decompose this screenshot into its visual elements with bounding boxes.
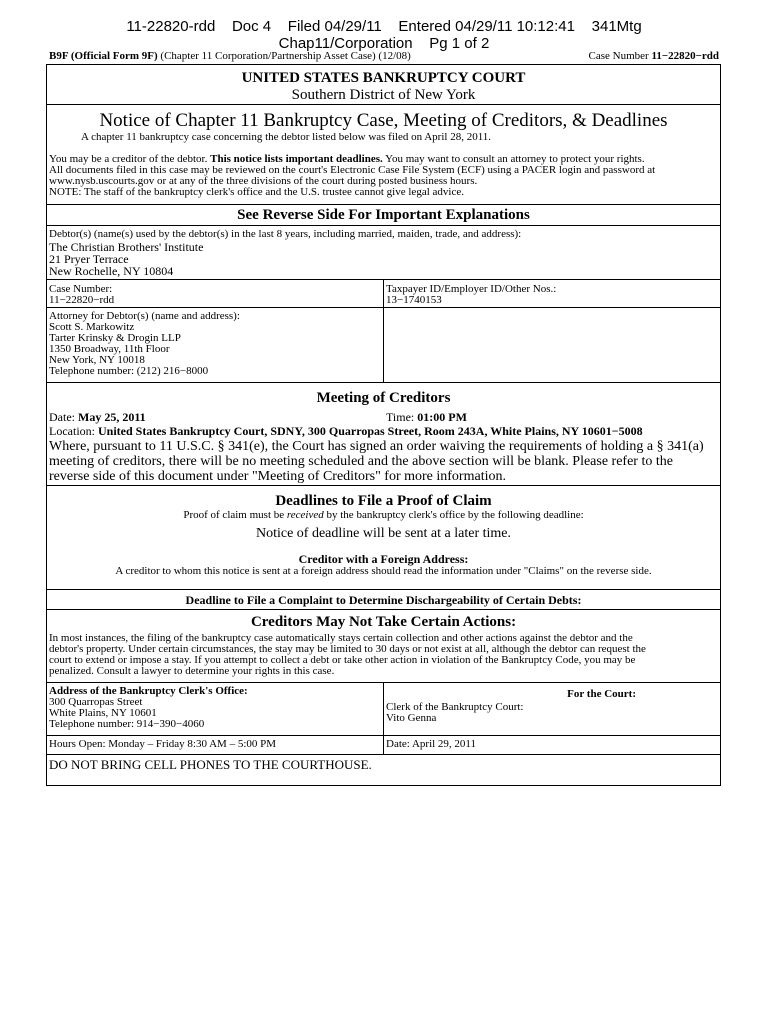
- reverse-side-banner: See Reverse Side For Important Explanations: [47, 205, 720, 226]
- clerk-row: [47, 683, 720, 736]
- case-row: [47, 280, 720, 308]
- clerk-address-2: White Plains, NY 10601: [49, 707, 157, 719]
- attorney-label: Attorney for Debtor(s) (name and address):: [49, 310, 240, 322]
- actions-heading: Creditors May Not Take Certain Actions:: [250, 614, 517, 630]
- ecf-line-1: All documents filed in this case may be reviewed on the court's Electronic Case File System (ECF) using a PACER login and password at: [49, 164, 656, 176]
- debtor-label: Debtor(s) (name(s) used by the debtor(s) in the last 8 years, including married, maiden, trade, and address):: [49, 228, 522, 240]
- meeting-date: Date: May 25, 2011: [49, 410, 146, 424]
- foreign-text: A creditor to whom this notice is sent at a foreign address should read the information under "Claims" on the reverse side.: [115, 565, 652, 577]
- clerk-title: Clerk of the Bankruptcy Court:: [386, 701, 524, 713]
- case-number-label: Case Number:: [49, 283, 113, 295]
- hours-open: Hours Open: Monday – Friday 8:30 AM – 5:00 PM: [47, 736, 384, 754]
- waiver-line-2: meeting of creditors, there will be no meeting scheduled and the above section will be blank. Please refer to the: [49, 454, 673, 469]
- waiver-text: [47, 439, 720, 484]
- docket-subline: Chap11/Corporation Pg 1 of 2: [278, 35, 490, 52]
- cell-phone-warning: DO NOT BRING CELL PHONES TO THE COURTHOUSE.: [49, 757, 372, 772]
- attorney-cell: [47, 308, 384, 382]
- notice-date: Date: April 29, 2011: [386, 738, 477, 750]
- for-court-label: For the Court:: [567, 688, 636, 700]
- proof-of-claim-notice: Notice of deadline will be sent at a later time.: [255, 526, 511, 541]
- meeting-location: Location: United States Bankruptcy Court, SDNY, 300 Quarropas Street, Room 243A, White Plains, NY 10601−5008: [49, 424, 643, 438]
- form-id: B9F (Official Form 9F): [49, 50, 158, 62]
- actions-line-3: court to extend or impose a stay. If you attempt to collect a debt or take other action in violation of the Bankruptcy Code, you may be: [49, 654, 636, 666]
- for-court-cell: [384, 683, 720, 735]
- clerk-address-cell: [47, 683, 384, 735]
- meeting-time: Time: 01:00 PM: [386, 410, 467, 424]
- docket-header-line: 11-22820-rdd Doc 4 Filed 04/29/11 Entered 04/29/11 10:12:41 341Mtg: [126, 18, 642, 35]
- meeting-date-time: [47, 411, 720, 424]
- ecf-line-2: www.nysb.uscourts.gov or at any of the three divisions of the court during posted business hours.: [49, 175, 478, 187]
- attorney-name: Scott S. Markowitz: [49, 321, 135, 333]
- attorney-blank-cell: [384, 308, 720, 382]
- note-line: NOTE: The staff of the bankruptcy clerk's office and the U.S. trustee cannot give legal advice.: [49, 186, 464, 198]
- actions-line-1: In most instances, the filing of the bankruptcy case automatically stays certain collection and other actions against the debtor and the: [49, 632, 633, 644]
- court-district: Southern District of New York: [291, 87, 476, 103]
- actions-line-4: penalized. Consult a lawyer to determine your rights in this case.: [49, 665, 335, 677]
- proof-of-claim-text: Proof of claim must be received by the bankruptcy clerk's office by the following deadline:: [183, 509, 584, 521]
- proof-of-claim-heading: Deadlines to File a Proof of Claim: [275, 493, 492, 509]
- court-header: [47, 65, 720, 105]
- court-name: UNITED STATES BANKRUPTCY COURT: [241, 70, 526, 86]
- case-number-cell: [47, 280, 384, 307]
- waiver-line-1: Where, pursuant to 11 U.S.C. § 341(e), the Court has signed an order waiving the requirements of holding a § 341(a): [49, 439, 704, 454]
- debtor-section: [47, 226, 720, 280]
- debtor-address-1: 21 Pryer Terrace: [49, 252, 129, 266]
- form-case-number: Case Number 11−22820−rdd: [588, 50, 719, 62]
- meeting-heading: Meeting of Creditors: [316, 390, 451, 406]
- clerk-phone: Telephone number: 914−390−4060: [49, 718, 205, 730]
- clerk-address-1: 300 Quarropas Street: [49, 696, 143, 708]
- taxpayer-cell: [384, 280, 720, 307]
- attorney-address-2: New York, NY 10018: [49, 354, 145, 366]
- dischargeability-heading: Deadline to File a Complaint to Determine Dischargeability of Certain Debts:: [47, 590, 720, 610]
- taxpayer-id: 13−1740153: [386, 294, 442, 306]
- attorney-address-1: 1350 Broadway, 11th Floor: [49, 343, 170, 355]
- hours-row: [47, 736, 720, 755]
- meeting-section: [47, 383, 720, 486]
- clerk-address-label: Address of the Bankruptcy Clerk's Office:: [49, 685, 248, 697]
- actions-line-2: debtor's property. Under certain circumstances, the stay may be limited to 30 days or not exist at all, although the debtor can request the: [49, 643, 646, 655]
- attorney-row: [47, 308, 720, 383]
- case-number-value: 11−22820−rdd: [49, 294, 115, 306]
- notice-intro: [47, 105, 720, 205]
- form-identifier-line: [49, 50, 719, 63]
- notice-title: Notice of Chapter 11 Bankruptcy Case, Meeting of Creditors, & Deadlines: [99, 110, 668, 131]
- creditor-notice: You may be a creditor of the debtor. This notice lists important deadlines. You may want to consult an attorney to protect your rights.: [49, 153, 645, 165]
- actions-section: [47, 610, 720, 683]
- notice-document: [46, 64, 721, 786]
- form-description: (Chapter 11 Corporation/Partnership Asset Case) (12/08): [157, 50, 411, 62]
- taxpayer-label: Taxpayer ID/Employer ID/Other Nos.:: [386, 283, 557, 295]
- waiver-line-3: reverse side of this document under "Meeting of Creditors" for more information.: [49, 469, 506, 484]
- deadlines-section: [47, 486, 720, 590]
- debtor-address-2: New Rochelle, NY 10804: [49, 264, 174, 278]
- debtor-name: The Christian Brothers' Institute: [49, 240, 204, 254]
- foreign-heading: Creditor with a Foreign Address:: [298, 552, 469, 566]
- attorney-phone: Telephone number: (212) 216−8000: [49, 365, 209, 377]
- notice-filed-text: A chapter 11 bankruptcy case concerning the debtor listed below was filed on April 28, 2011.: [81, 131, 492, 143]
- clerk-name: Vito Genna: [386, 712, 437, 724]
- attorney-firm: Tarter Krinsky & Drogin LLP: [49, 332, 181, 344]
